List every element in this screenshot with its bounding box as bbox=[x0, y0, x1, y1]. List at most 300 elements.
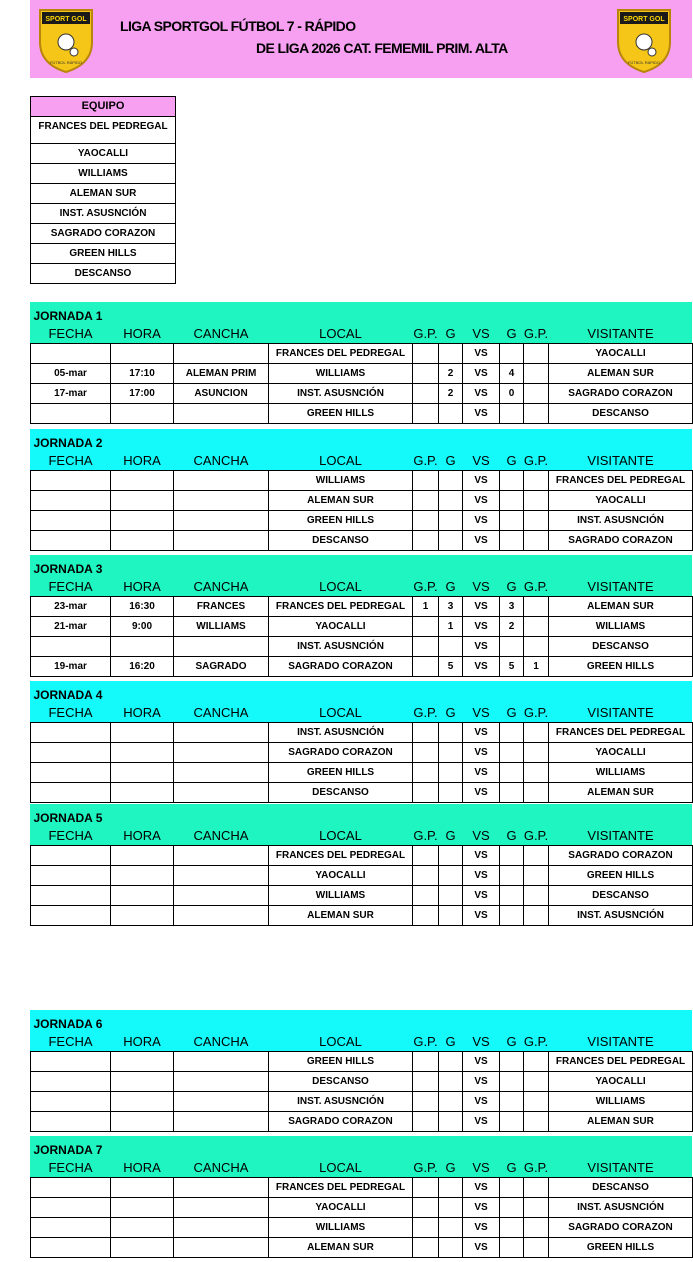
match-cancha bbox=[174, 344, 269, 364]
match-g2 bbox=[500, 1072, 524, 1092]
match-visitante: INST. ASUSNCIÓN bbox=[549, 906, 693, 926]
match-g2 bbox=[500, 866, 524, 886]
match-local: INST. ASUSNCIÓN bbox=[269, 723, 413, 743]
match-gp2 bbox=[524, 531, 549, 551]
match-row bbox=[31, 531, 693, 551]
match-hora bbox=[111, 344, 174, 364]
jornada-6-section bbox=[30, 1010, 692, 1132]
match-gp1 bbox=[413, 511, 439, 531]
match-local: INST. ASUSNCIÓN bbox=[269, 384, 413, 404]
match-row bbox=[31, 743, 693, 763]
match-visitante: DESCANSO bbox=[549, 637, 693, 657]
jornada-title: JORNADA 3 bbox=[33, 562, 103, 576]
fixture-table bbox=[30, 804, 693, 926]
match-g2 bbox=[500, 723, 524, 743]
match-gp2 bbox=[524, 1072, 549, 1092]
match-g2 bbox=[500, 1198, 524, 1218]
match-gp2 bbox=[524, 491, 549, 511]
match-gp1 bbox=[413, 906, 439, 926]
column-header-g2: G bbox=[506, 452, 517, 468]
match-g1 bbox=[439, 1218, 463, 1238]
match-vs: VS bbox=[463, 846, 500, 866]
match-local: FRANCES DEL PEDREGAL bbox=[269, 1178, 413, 1198]
jornada-5-section bbox=[30, 804, 692, 926]
column-header-visitante: VISITANTE bbox=[587, 827, 654, 843]
match-cancha bbox=[174, 404, 269, 424]
match-g1 bbox=[439, 1112, 463, 1132]
match-gp2 bbox=[524, 404, 549, 424]
match-local: GREEN HILLS bbox=[269, 1052, 413, 1072]
match-local: WILLIAMS bbox=[269, 471, 413, 491]
match-local: ALEMAN SUR bbox=[269, 906, 413, 926]
match-g1 bbox=[439, 783, 463, 803]
match-fecha: 17-mar bbox=[31, 384, 111, 404]
match-gp1 bbox=[413, 1112, 439, 1132]
match-visitante: ALEMAN SUR bbox=[549, 1112, 693, 1132]
match-row bbox=[31, 906, 693, 926]
match-hora bbox=[111, 1198, 174, 1218]
column-header-g1: G bbox=[445, 325, 456, 341]
match-g2 bbox=[500, 906, 524, 926]
match-g1 bbox=[439, 846, 463, 866]
match-fecha bbox=[31, 491, 111, 511]
match-row bbox=[31, 657, 693, 677]
match-row bbox=[31, 1198, 693, 1218]
match-row bbox=[31, 617, 693, 637]
match-gp1 bbox=[413, 637, 439, 657]
match-cancha bbox=[174, 886, 269, 906]
column-header-vs: VS bbox=[472, 325, 490, 341]
match-gp2 bbox=[524, 1112, 549, 1132]
match-hora bbox=[111, 511, 174, 531]
team-item: GREEN HILLS bbox=[31, 243, 175, 263]
column-header-cancha: CANCHA bbox=[193, 1033, 249, 1049]
match-hora bbox=[111, 1238, 174, 1258]
match-cancha bbox=[174, 1112, 269, 1132]
match-cancha bbox=[174, 866, 269, 886]
match-visitante: GREEN HILLS bbox=[549, 1238, 693, 1258]
match-gp2 bbox=[524, 723, 549, 743]
column-header-g2: G bbox=[506, 827, 517, 843]
match-local: INST. ASUSNCIÓN bbox=[269, 637, 413, 657]
match-fecha bbox=[31, 1218, 111, 1238]
team-item: SAGRADO CORAZON bbox=[31, 223, 175, 243]
match-g2: 5 bbox=[500, 657, 524, 677]
match-row bbox=[31, 364, 693, 384]
match-g2 bbox=[500, 491, 524, 511]
match-vs: VS bbox=[463, 1112, 500, 1132]
column-header-gp1: G.P. bbox=[413, 578, 438, 594]
match-row bbox=[31, 1178, 693, 1198]
match-g1 bbox=[439, 1092, 463, 1112]
match-visitante: SAGRADO CORAZON bbox=[549, 531, 693, 551]
match-cancha bbox=[174, 1198, 269, 1218]
column-header-visitante: VISITANTE bbox=[587, 325, 654, 341]
match-gp1 bbox=[413, 1198, 439, 1218]
match-hora bbox=[111, 637, 174, 657]
match-local: ALEMAN SUR bbox=[269, 1238, 413, 1258]
column-header-cancha: CANCHA bbox=[193, 578, 249, 594]
match-gp2 bbox=[524, 846, 549, 866]
match-gp1 bbox=[413, 657, 439, 677]
match-visitante: FRANCES DEL PEDREGAL bbox=[549, 471, 693, 491]
match-hora bbox=[111, 866, 174, 886]
column-header-hora: HORA bbox=[123, 452, 161, 468]
column-header-visitante: VISITANTE bbox=[587, 1033, 654, 1049]
match-vs: VS bbox=[463, 617, 500, 637]
match-fecha bbox=[31, 906, 111, 926]
match-local: GREEN HILLS bbox=[269, 404, 413, 424]
match-row bbox=[31, 471, 693, 491]
match-gp1 bbox=[413, 364, 439, 384]
match-vs: VS bbox=[463, 637, 500, 657]
column-header-vs: VS bbox=[472, 827, 490, 843]
match-cancha bbox=[174, 1052, 269, 1072]
match-vs: VS bbox=[463, 384, 500, 404]
column-header-g1: G bbox=[445, 827, 456, 843]
match-g1: 1 bbox=[439, 617, 463, 637]
column-header-fecha: FECHA bbox=[48, 827, 93, 843]
fixture-table bbox=[30, 429, 693, 551]
match-hora bbox=[111, 1218, 174, 1238]
match-cancha: ALEMAN PRIM bbox=[174, 364, 269, 384]
match-g1 bbox=[439, 886, 463, 906]
match-local: DESCANSO bbox=[269, 1072, 413, 1092]
match-visitante: INST. ASUSNCIÓN bbox=[549, 1198, 693, 1218]
match-gp1 bbox=[413, 1178, 439, 1198]
match-visitante: YAOCALLI bbox=[549, 743, 693, 763]
match-row bbox=[31, 491, 693, 511]
column-header-gp2: G.P. bbox=[523, 578, 549, 594]
match-fecha bbox=[31, 763, 111, 783]
match-fecha: 21-mar bbox=[31, 617, 111, 637]
column-header-gp2: G.P. bbox=[523, 1159, 549, 1175]
match-gp1 bbox=[413, 1072, 439, 1092]
match-vs: VS bbox=[463, 404, 500, 424]
match-visitante: YAOCALLI bbox=[549, 344, 693, 364]
match-gp1 bbox=[413, 384, 439, 404]
match-cancha bbox=[174, 491, 269, 511]
column-header-fecha: FECHA bbox=[48, 452, 93, 468]
match-gp1 bbox=[413, 1052, 439, 1072]
match-cancha bbox=[174, 723, 269, 743]
match-hora bbox=[111, 763, 174, 783]
fixture-table bbox=[30, 1136, 693, 1258]
match-visitante: DESCANSO bbox=[549, 1178, 693, 1198]
match-visitante: YAOCALLI bbox=[549, 1072, 693, 1092]
match-g1 bbox=[439, 763, 463, 783]
fixture-table bbox=[30, 681, 693, 803]
column-header-visitante: VISITANTE bbox=[587, 704, 654, 720]
column-header-gp1: G.P. bbox=[413, 827, 438, 843]
match-gp2 bbox=[524, 511, 549, 531]
jornada-7-section bbox=[30, 1136, 692, 1258]
match-g2: 4 bbox=[500, 364, 524, 384]
match-gp1 bbox=[413, 1238, 439, 1258]
match-vs: VS bbox=[463, 597, 500, 617]
match-hora bbox=[111, 1112, 174, 1132]
match-row bbox=[31, 637, 693, 657]
match-visitante: SAGRADO CORAZON bbox=[549, 384, 693, 404]
match-local: ALEMAN SUR bbox=[269, 491, 413, 511]
match-g2 bbox=[500, 531, 524, 551]
match-g1 bbox=[439, 637, 463, 657]
match-row bbox=[31, 1052, 693, 1072]
match-hora: 17:00 bbox=[111, 384, 174, 404]
match-local: SAGRADO CORAZON bbox=[269, 1112, 413, 1132]
match-g1 bbox=[439, 404, 463, 424]
column-header-g1: G bbox=[445, 704, 456, 720]
jornada-2-section bbox=[30, 429, 692, 551]
match-gp1 bbox=[413, 866, 439, 886]
match-fecha: 19-mar bbox=[31, 657, 111, 677]
match-fecha bbox=[31, 1052, 111, 1072]
match-local: WILLIAMS bbox=[269, 1218, 413, 1238]
match-local: FRANCES DEL PEDREGAL bbox=[269, 846, 413, 866]
column-header-local: LOCAL bbox=[319, 704, 362, 720]
match-row bbox=[31, 1092, 693, 1112]
match-hora bbox=[111, 723, 174, 743]
column-header-g1: G bbox=[445, 452, 456, 468]
column-header-fecha: FECHA bbox=[48, 1033, 93, 1049]
match-gp2 bbox=[524, 344, 549, 364]
column-header-g1: G bbox=[445, 1033, 456, 1049]
match-row bbox=[31, 1072, 693, 1092]
match-vs: VS bbox=[463, 511, 500, 531]
team-item: DESCANSO bbox=[31, 263, 175, 283]
match-fecha bbox=[31, 344, 111, 364]
match-vs: VS bbox=[463, 1092, 500, 1112]
match-g2 bbox=[500, 1092, 524, 1112]
match-g2: 2 bbox=[500, 617, 524, 637]
column-header-hora: HORA bbox=[123, 1033, 161, 1049]
match-vs: VS bbox=[463, 364, 500, 384]
match-vs: VS bbox=[463, 1072, 500, 1092]
match-fecha bbox=[31, 511, 111, 531]
jornada-4-section bbox=[30, 681, 692, 803]
match-vs: VS bbox=[463, 657, 500, 677]
match-gp1 bbox=[413, 846, 439, 866]
column-header-gp1: G.P. bbox=[413, 704, 438, 720]
match-hora bbox=[111, 1178, 174, 1198]
match-vs: VS bbox=[463, 763, 500, 783]
match-gp2 bbox=[524, 783, 549, 803]
column-header-local: LOCAL bbox=[319, 1033, 362, 1049]
match-row bbox=[31, 846, 693, 866]
column-header-hora: HORA bbox=[123, 325, 161, 341]
match-gp2 bbox=[524, 1092, 549, 1112]
match-cancha: SAGRADO bbox=[174, 657, 269, 677]
logo-text-top: SPORT GOL bbox=[623, 16, 665, 23]
match-cancha bbox=[174, 637, 269, 657]
match-gp1: 1 bbox=[413, 597, 439, 617]
column-header-hora: HORA bbox=[123, 578, 161, 594]
match-fecha bbox=[31, 886, 111, 906]
match-cancha bbox=[174, 783, 269, 803]
match-g1 bbox=[439, 491, 463, 511]
match-g1 bbox=[439, 1052, 463, 1072]
column-header-g2: G bbox=[506, 325, 517, 341]
match-local: DESCANSO bbox=[269, 531, 413, 551]
column-header-gp1: G.P. bbox=[413, 325, 438, 341]
column-header-cancha: CANCHA bbox=[193, 325, 249, 341]
team-list-spacer bbox=[31, 136, 175, 143]
match-vs: VS bbox=[463, 1052, 500, 1072]
sportgol-logo-icon bbox=[36, 4, 96, 74]
match-fecha bbox=[31, 1198, 111, 1218]
column-header-vs: VS bbox=[472, 1159, 490, 1175]
logo-text-top: SPORT GOL bbox=[45, 16, 87, 23]
column-header-vs: VS bbox=[472, 578, 490, 594]
match-row bbox=[31, 886, 693, 906]
match-visitante: ALEMAN SUR bbox=[549, 597, 693, 617]
column-header-gp1: G.P. bbox=[413, 1033, 438, 1049]
match-gp1 bbox=[413, 1092, 439, 1112]
match-g2 bbox=[500, 783, 524, 803]
logo-text-bottom: FÚTBOL RÁPIDO bbox=[49, 60, 83, 65]
league-subtitle: DE LIGA 2026 CAT. FEMEMIL PRIM. ALTA bbox=[256, 40, 508, 56]
match-g2 bbox=[500, 1112, 524, 1132]
match-fecha bbox=[31, 1112, 111, 1132]
match-cancha: FRANCES bbox=[174, 597, 269, 617]
column-header-cancha: CANCHA bbox=[193, 1159, 249, 1175]
match-visitante: ALEMAN SUR bbox=[549, 783, 693, 803]
match-vs: VS bbox=[463, 531, 500, 551]
column-header-local: LOCAL bbox=[319, 452, 362, 468]
match-gp2 bbox=[524, 597, 549, 617]
match-cancha bbox=[174, 511, 269, 531]
match-vs: VS bbox=[463, 783, 500, 803]
column-header-fecha: FECHA bbox=[48, 1159, 93, 1175]
match-fecha bbox=[31, 531, 111, 551]
match-gp2 bbox=[524, 1198, 549, 1218]
column-header-cancha: CANCHA bbox=[193, 827, 249, 843]
match-g1 bbox=[439, 511, 463, 531]
match-g2: 0 bbox=[500, 384, 524, 404]
column-header-g2: G bbox=[506, 704, 517, 720]
column-header-local: LOCAL bbox=[319, 325, 362, 341]
column-header-g1: G bbox=[445, 578, 456, 594]
match-visitante: FRANCES DEL PEDREGAL bbox=[549, 723, 693, 743]
match-gp2 bbox=[524, 1238, 549, 1258]
match-row bbox=[31, 344, 693, 364]
match-row bbox=[31, 866, 693, 886]
match-g1: 2 bbox=[439, 384, 463, 404]
match-gp2 bbox=[524, 743, 549, 763]
match-vs: VS bbox=[463, 1178, 500, 1198]
column-header-local: LOCAL bbox=[319, 578, 362, 594]
column-header-local: LOCAL bbox=[319, 827, 362, 843]
match-hora: 16:30 bbox=[111, 597, 174, 617]
match-local: DESCANSO bbox=[269, 783, 413, 803]
match-g2 bbox=[500, 743, 524, 763]
page-header bbox=[30, 0, 692, 78]
match-cancha bbox=[174, 906, 269, 926]
jornada-3-section bbox=[30, 555, 692, 677]
match-vs: VS bbox=[463, 866, 500, 886]
match-g2 bbox=[500, 404, 524, 424]
match-row bbox=[31, 763, 693, 783]
match-cancha bbox=[174, 531, 269, 551]
column-header-gp1: G.P. bbox=[413, 452, 438, 468]
match-hora bbox=[111, 1092, 174, 1112]
match-g2 bbox=[500, 1178, 524, 1198]
match-vs: VS bbox=[463, 1218, 500, 1238]
match-visitante: SAGRADO CORAZON bbox=[549, 1218, 693, 1238]
match-g2 bbox=[500, 344, 524, 364]
match-local: GREEN HILLS bbox=[269, 763, 413, 783]
match-gp2 bbox=[524, 886, 549, 906]
match-g2 bbox=[500, 511, 524, 531]
column-header-gp1: G.P. bbox=[413, 1159, 438, 1175]
jornada-title: JORNADA 1 bbox=[33, 309, 103, 323]
match-g2 bbox=[500, 1218, 524, 1238]
match-vs: VS bbox=[463, 471, 500, 491]
match-visitante: YAOCALLI bbox=[549, 491, 693, 511]
match-hora bbox=[111, 491, 174, 511]
match-local: GREEN HILLS bbox=[269, 511, 413, 531]
match-vs: VS bbox=[463, 1198, 500, 1218]
match-fecha: 05-mar bbox=[31, 364, 111, 384]
match-hora bbox=[111, 846, 174, 866]
match-gp2 bbox=[524, 617, 549, 637]
match-fecha: 23-mar bbox=[31, 597, 111, 617]
match-fecha bbox=[31, 1092, 111, 1112]
match-visitante: WILLIAMS bbox=[549, 617, 693, 637]
match-g1 bbox=[439, 906, 463, 926]
league-title: LIGA SPORTGOL FÚTBOL 7 - RÁPIDO bbox=[120, 18, 356, 34]
column-header-visitante: VISITANTE bbox=[587, 578, 654, 594]
match-local: YAOCALLI bbox=[269, 617, 413, 637]
match-fecha bbox=[31, 637, 111, 657]
match-g1: 3 bbox=[439, 597, 463, 617]
match-fecha bbox=[31, 743, 111, 763]
match-row bbox=[31, 1238, 693, 1258]
team-list bbox=[30, 96, 176, 284]
match-gp2 bbox=[524, 866, 549, 886]
match-cancha bbox=[174, 1238, 269, 1258]
match-g2 bbox=[500, 471, 524, 491]
fixture-table bbox=[30, 1010, 693, 1132]
match-visitante: GREEN HILLS bbox=[549, 657, 693, 677]
match-row bbox=[31, 384, 693, 404]
column-header-fecha: FECHA bbox=[48, 578, 93, 594]
match-g1 bbox=[439, 1198, 463, 1218]
match-cancha bbox=[174, 471, 269, 491]
column-header-hora: HORA bbox=[123, 704, 161, 720]
match-gp2: 1 bbox=[524, 657, 549, 677]
match-local: SAGRADO CORAZON bbox=[269, 743, 413, 763]
match-gp2 bbox=[524, 364, 549, 384]
match-g1: 2 bbox=[439, 364, 463, 384]
match-vs: VS bbox=[463, 743, 500, 763]
column-header-gp2: G.P. bbox=[523, 704, 549, 720]
match-hora bbox=[111, 743, 174, 763]
match-gp2 bbox=[524, 1178, 549, 1198]
match-gp2 bbox=[524, 471, 549, 491]
match-fecha bbox=[31, 723, 111, 743]
column-header-gp2: G.P. bbox=[523, 325, 549, 341]
column-header-g1: G bbox=[445, 1159, 456, 1175]
match-gp1 bbox=[413, 617, 439, 637]
column-header-cancha: CANCHA bbox=[193, 704, 249, 720]
match-gp1 bbox=[413, 344, 439, 364]
match-row bbox=[31, 404, 693, 424]
match-vs: VS bbox=[463, 344, 500, 364]
team-item: INST. ASUSNCIÓN bbox=[31, 203, 175, 223]
match-visitante: WILLIAMS bbox=[549, 1092, 693, 1112]
match-visitante: DESCANSO bbox=[549, 404, 693, 424]
